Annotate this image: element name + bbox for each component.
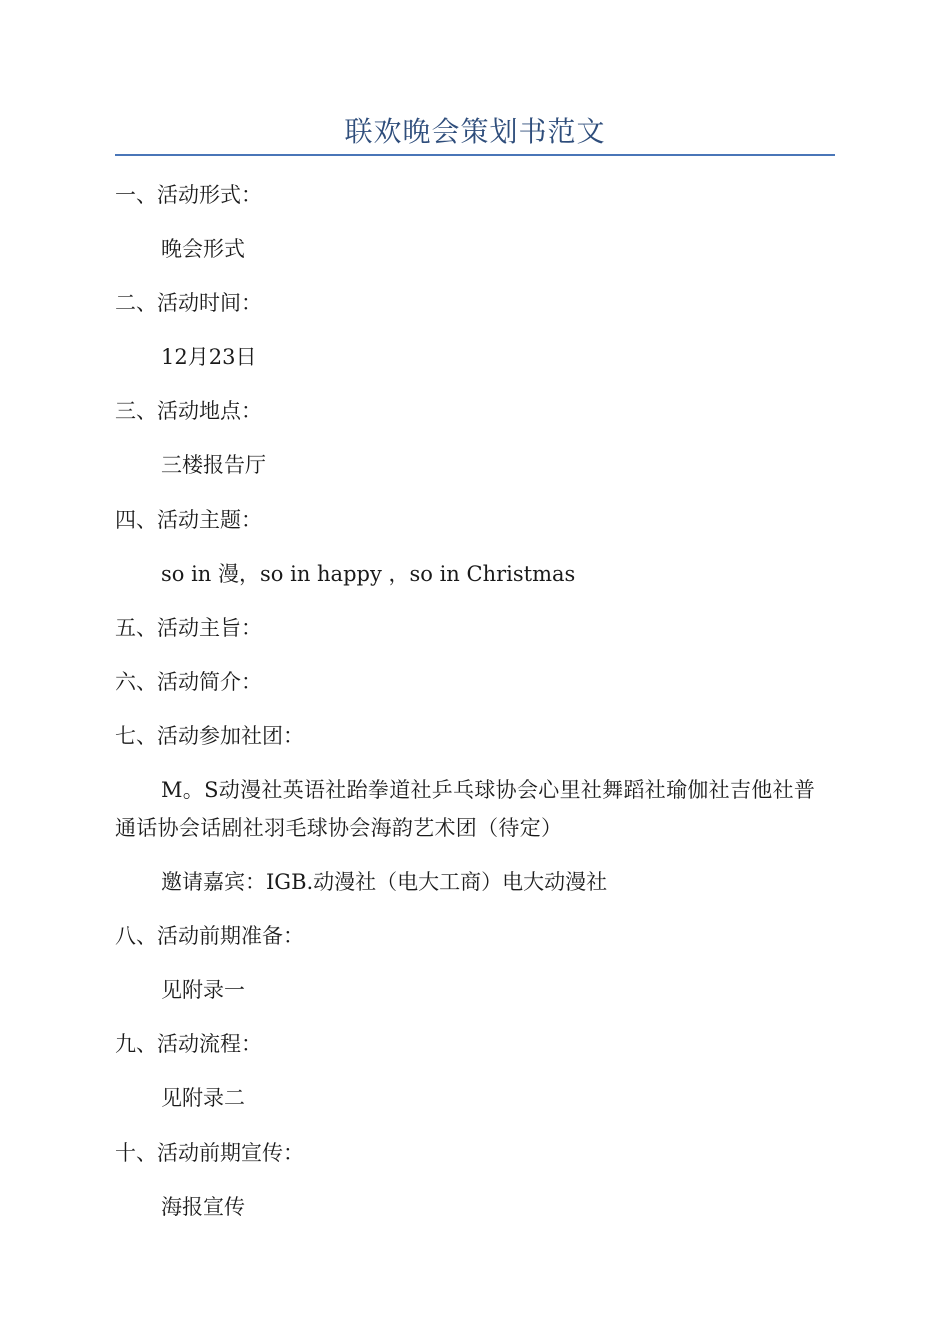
section-heading-time: 二、活动时间：	[115, 291, 262, 315]
section-content-promotion: 海报宣传	[161, 1195, 245, 1219]
section-heading-purpose: 五、活动主旨：	[115, 616, 262, 640]
section-content-guests: 邀请嘉宾：IGB.动漫社（电大工商）电大动漫社	[161, 870, 608, 894]
section-heading-intro: 六、活动简介：	[115, 670, 262, 694]
section-content-preparation: 见附录一	[161, 978, 245, 1002]
section-heading-location: 三、活动地点：	[115, 399, 262, 423]
section-heading-process: 九、活动流程：	[115, 1032, 262, 1056]
title-underline	[115, 154, 835, 156]
section-content-form: 晚会形式	[161, 237, 245, 261]
section-heading-clubs: 七、活动参加社团：	[115, 724, 304, 748]
section-content-process: 见附录二	[161, 1086, 245, 1110]
section-heading-theme: 四、活动主题：	[115, 508, 262, 532]
section-content-time: 12月23日	[161, 345, 257, 369]
section-content-location: 三楼报告厅	[161, 453, 266, 477]
document-title: 联欢晚会策划书范文	[344, 115, 606, 148]
section-heading-form: 一、活动形式：	[115, 183, 262, 207]
section-content-clubs: M。S动漫社英语社跆拳道社乒乓球协会心里社舞蹈社瑜伽社吉他社普通话协会话剧社羽毛球协会海韵艺术团（待定）	[115, 778, 816, 840]
section-heading-promotion: 十、活动前期宣传：	[115, 1141, 304, 1165]
section-heading-preparation: 八、活动前期准备：	[115, 924, 304, 948]
section-content-theme: so in 漫，so in happy ，so in Christmas	[161, 562, 576, 586]
